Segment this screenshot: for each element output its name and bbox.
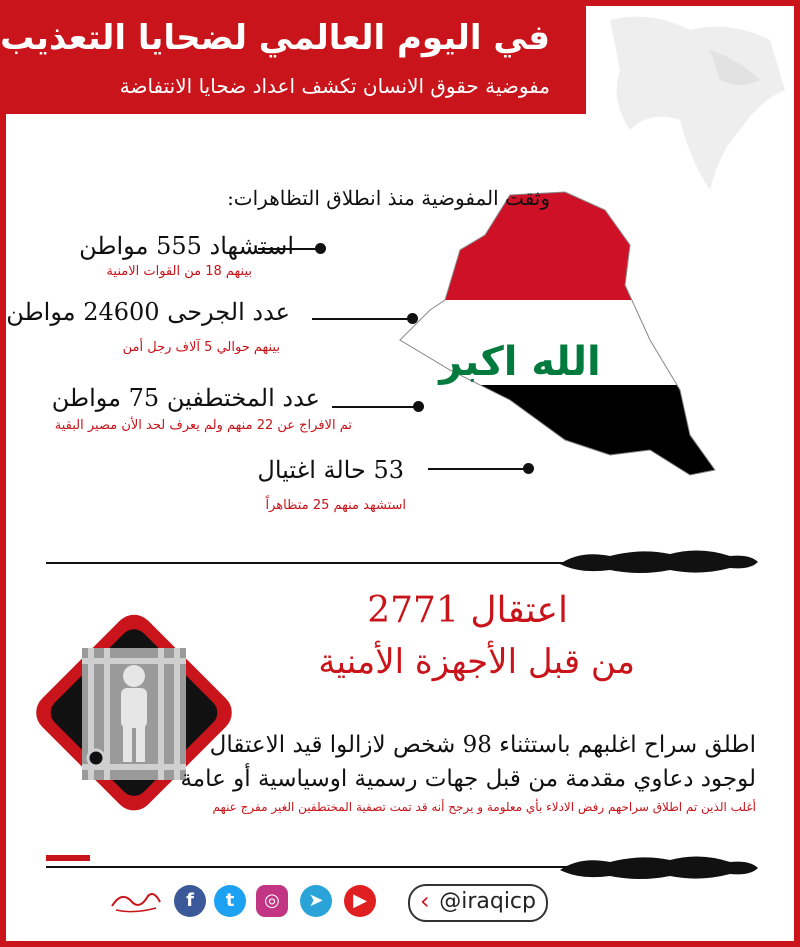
organization-logo <box>108 886 164 916</box>
facebook-icon[interactable]: f <box>174 885 206 917</box>
accent-mark <box>46 855 90 861</box>
instagram-icon[interactable]: ◎ <box>256 885 288 917</box>
stat-2-title: عدد الجرحى 24600 مواطن <box>6 298 290 326</box>
stat-3-bullet <box>332 406 418 408</box>
page-title: في اليوم العالمي لضحايا التعذيب <box>0 18 550 58</box>
youtube-icon[interactable]: ▶ <box>344 885 376 917</box>
prison-icon <box>18 598 250 830</box>
section-divider-1 <box>46 562 586 564</box>
twitter-icon[interactable]: t <box>214 885 246 917</box>
stat-4-bullet <box>428 468 528 470</box>
stat-4-title: 53 حالة اغتيال <box>257 456 404 484</box>
body-silhouette-2 <box>560 846 760 886</box>
header-banner <box>0 6 586 114</box>
stats-intro: وثقت المفوضية منذ انطلاق التظاهرات: <box>227 186 550 210</box>
telegram-icon[interactable]: ➤ <box>300 885 332 917</box>
arrest-count-heading: اعتقال 2771 <box>367 590 568 631</box>
body-silhouette-1 <box>560 540 760 580</box>
social-handle-box[interactable] <box>408 884 548 922</box>
page-subtitle: مفوضية حقوق الانسان تكشف اعداد ضحايا الانتفاضة <box>119 74 550 98</box>
stat-3-note: تم الافراج عن 22 منهم ولم يعرف لحد الأن مصير البقية <box>54 418 352 433</box>
iraq-flag-map <box>390 190 720 480</box>
arrest-paragraph-line-2: لوجود دعاوي مقدمة من قبل جهات رسمية اوسياسية أو عامة <box>180 766 756 792</box>
stat-3-title: عدد المختطفين 75 مواطن <box>51 384 320 412</box>
section-divider-2 <box>46 866 586 868</box>
arrest-note: أغلب الذين تم اطلاق سراحهم رفض الادلاء بأي معلومة و يرجح أنه قد تمت تصفية المختطفين الغير مفرج عنهم <box>212 800 756 814</box>
stat-2-note: بينهم حوالي 5 آلاف رجل أمن <box>122 340 280 355</box>
social-handle: @iraqicp <box>439 889 536 914</box>
stat-4-note: استشهد منهم 25 متظاهراً <box>265 498 406 513</box>
arrest-by-heading: من قبل الأجهزة الأمنية <box>318 642 635 682</box>
chevron-left-icon: ‹ <box>420 887 430 915</box>
arrest-paragraph-line-1: اطلق سراح اغلبهم باستثناء 98 شخص لازالوا قيد الاعتقال <box>209 732 756 758</box>
stat-2-bullet <box>312 318 412 320</box>
svg-text:الله اكبر: الله اكبر <box>439 339 601 385</box>
world-map-graphic <box>590 10 790 200</box>
stat-1-title: استشهاد 555 مواطن <box>79 232 294 260</box>
stat-1-note: بينهم 18 من القوات الامنية <box>106 264 252 279</box>
